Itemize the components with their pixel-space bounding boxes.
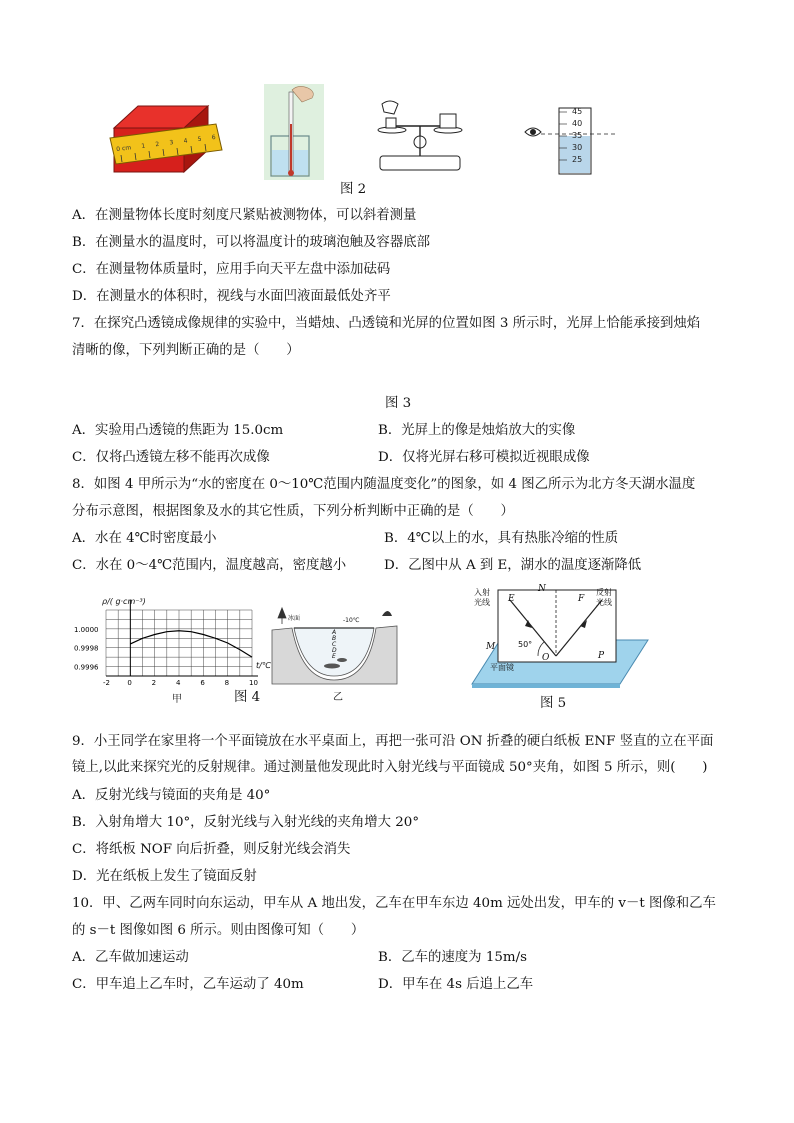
question-8-stem: 8．如图 4 甲所示为“水的密度在 0～10℃范围内随温度变化”的图象，如 4 图乙所示为北方冬天湖水温度 [72, 477, 696, 492]
x-tick-label: 10 [249, 679, 258, 687]
ruler-label: 0 cm [115, 144, 132, 154]
reflection-diagram [470, 584, 670, 689]
reflected-label [596, 588, 612, 608]
option-a: A．在测量物体长度时刻度尺紧贴被测物体，可以斜着测量 [72, 208, 417, 223]
cylinder-tick: 35 [572, 131, 583, 140]
ruler-label: 4 [183, 137, 188, 145]
lake-depth-label: B [332, 635, 337, 642]
lake-depth-label: D [332, 647, 337, 654]
cylinder-eye-image [515, 96, 625, 176]
cylinder-ticks [572, 106, 582, 166]
option-b: B．光屏上的像是烛焰放大的实像 [378, 423, 576, 438]
lake-temp-label: -10℃ [343, 617, 360, 624]
lake-depth-label: A [332, 629, 337, 636]
ruler-label: 1 [140, 142, 146, 150]
cylinder-tick: 30 [572, 143, 583, 152]
x-tick-label: 8 [224, 679, 230, 687]
option-d: D．甲车在 4s 后追上乙车 [378, 977, 534, 992]
lake-depth-labels [332, 630, 337, 660]
option-b: B．4℃以上的水，具有热胀冷缩的性质 [384, 531, 619, 546]
y-tick-label: 0.9996 [74, 663, 99, 672]
option-b: B．入射角增大 10°，反射光线与入射光线的夹角增大 20° [72, 815, 420, 830]
cylinder-tick: 40 [572, 119, 583, 128]
reflected-label-line2: 光线 [596, 598, 612, 607]
option-a: A．实验用凸透镜的焦距为 15.0cm [72, 423, 284, 438]
x-tick-label: -2 [103, 679, 110, 687]
x-tick-label: 6 [200, 679, 205, 687]
point-o-label: O [542, 653, 550, 663]
lake-depth-label: C [332, 641, 337, 648]
option-a: A．反射光线与镜面的夹角是 40° [72, 788, 271, 803]
question-9-stem: 9．小王同学在家里将一个平面镜放在水平桌面上，再把一张可沿 ON 折叠的硬白纸板 ENF 竖直的立在平面 [72, 734, 714, 749]
option-c: C．在测量物体质量时，应用手向天平左盘中添加砝码 [72, 262, 391, 277]
figure-4-caption: 图 4 [234, 690, 261, 705]
ruler-label: 3 [169, 139, 174, 147]
question-9-stem-cont: 镜上,以此来探究光的反射规律。通过测量他发现此时入射光线与平面镜成 50°夹角，如图 5 所示，则( ) [72, 760, 708, 775]
ruler-label: 2 [155, 140, 160, 149]
point-e-label: E [508, 594, 515, 604]
incident-label-line1: 入射 [474, 588, 490, 597]
question-7-stem-cont: 清晰的像，下列判断正确的是（ ） [72, 343, 300, 358]
x-tick-label: 4 [176, 679, 181, 687]
question-10-stem-cont: 的 s－t 图像如图 6 所示。则由图像可知（ ） [72, 923, 365, 938]
thermometer-beaker-image [264, 84, 324, 180]
angle-label: 50° [518, 640, 533, 649]
y-tick-label: 1.0000 [74, 625, 99, 634]
option-a: A．水在 4℃时密度最小 [72, 531, 217, 546]
option-c: C．将纸板 NOF 向后折叠，则反射光线会消失 [72, 842, 351, 857]
option-d: D．光在纸板上发生了镜面反射 [72, 869, 257, 884]
option-d: D．在测量水的体积时，视线与水面凹液面最低处齐平 [72, 289, 391, 304]
incident-label-line2: 光线 [474, 598, 490, 607]
x-tick-label: 0 [127, 679, 132, 687]
subfig-b-label: 乙 [333, 692, 343, 703]
option-c: C．甲车追上乙车时，乙车运动了 40m [72, 977, 304, 992]
option-a: A．乙车做加速运动 [72, 950, 189, 965]
density-xlabel: t/℃ [256, 661, 271, 670]
cylinder-tick: 25 [572, 155, 583, 164]
x-tick-label: 2 [151, 679, 157, 687]
option-c: C．水在 0～4℃范围内，温度越高，密度越小 [72, 558, 347, 573]
point-p-label: P [598, 651, 605, 661]
question-8-stem-cont: 分布示意图，根据图象及水的其它性质，下列分析判断中正确的是（ ） [72, 504, 514, 519]
figure-5-caption: 图 5 [540, 696, 567, 711]
lake-ice-label: 冰面 [288, 615, 301, 622]
option-c: C．仅将凸透镜左移不能再次成像 [72, 450, 270, 465]
option-d: D．乙图中从 A 到 E，湖水的温度逐渐降低 [384, 558, 642, 573]
question-7-stem: 7．在探究凸透镜成像规律的实验中，当蜡烛、凸透镜和光屏的位置如图 3 所示时，光屏上恰能承接到烛焰 [72, 316, 701, 331]
option-b: B．在测量水的温度时，可以将温度计的玻璃泡触及容器底部 [72, 235, 430, 250]
mirror-label: 平面镜 [490, 663, 514, 672]
figure-2-caption: 图 2 [340, 182, 367, 197]
point-m-label: M [486, 642, 496, 652]
option-d: D．仅将光屏右移可模拟近视眼成像 [378, 450, 590, 465]
option-b: B．乙车的速度为 15m/s [378, 950, 527, 965]
incident-label [474, 588, 490, 608]
ruler-label: 6 [211, 133, 217, 142]
cylinder-tick: 45 [572, 107, 583, 116]
question-10-stem: 10．甲、乙两车同时向东运动，甲车从 A 地出发，乙车在甲车东边 40m 远处出发，甲车的 v－t 图像和乙车 [72, 896, 716, 911]
ruler-label: 5 [197, 135, 202, 144]
point-n-label: N [538, 584, 546, 594]
balance-scale-image [370, 96, 470, 176]
lake-depth-label: E [332, 653, 336, 660]
density-ylabel: ρ/( g·cm⁻³) [102, 597, 146, 606]
point-f-label: F [578, 594, 585, 604]
y-tick-label: 0.9998 [74, 644, 99, 653]
figure-3-caption: 图 3 [385, 396, 412, 411]
reflected-label-line1: 反射 [596, 588, 612, 597]
subfig-a-label: 甲 [172, 694, 182, 705]
